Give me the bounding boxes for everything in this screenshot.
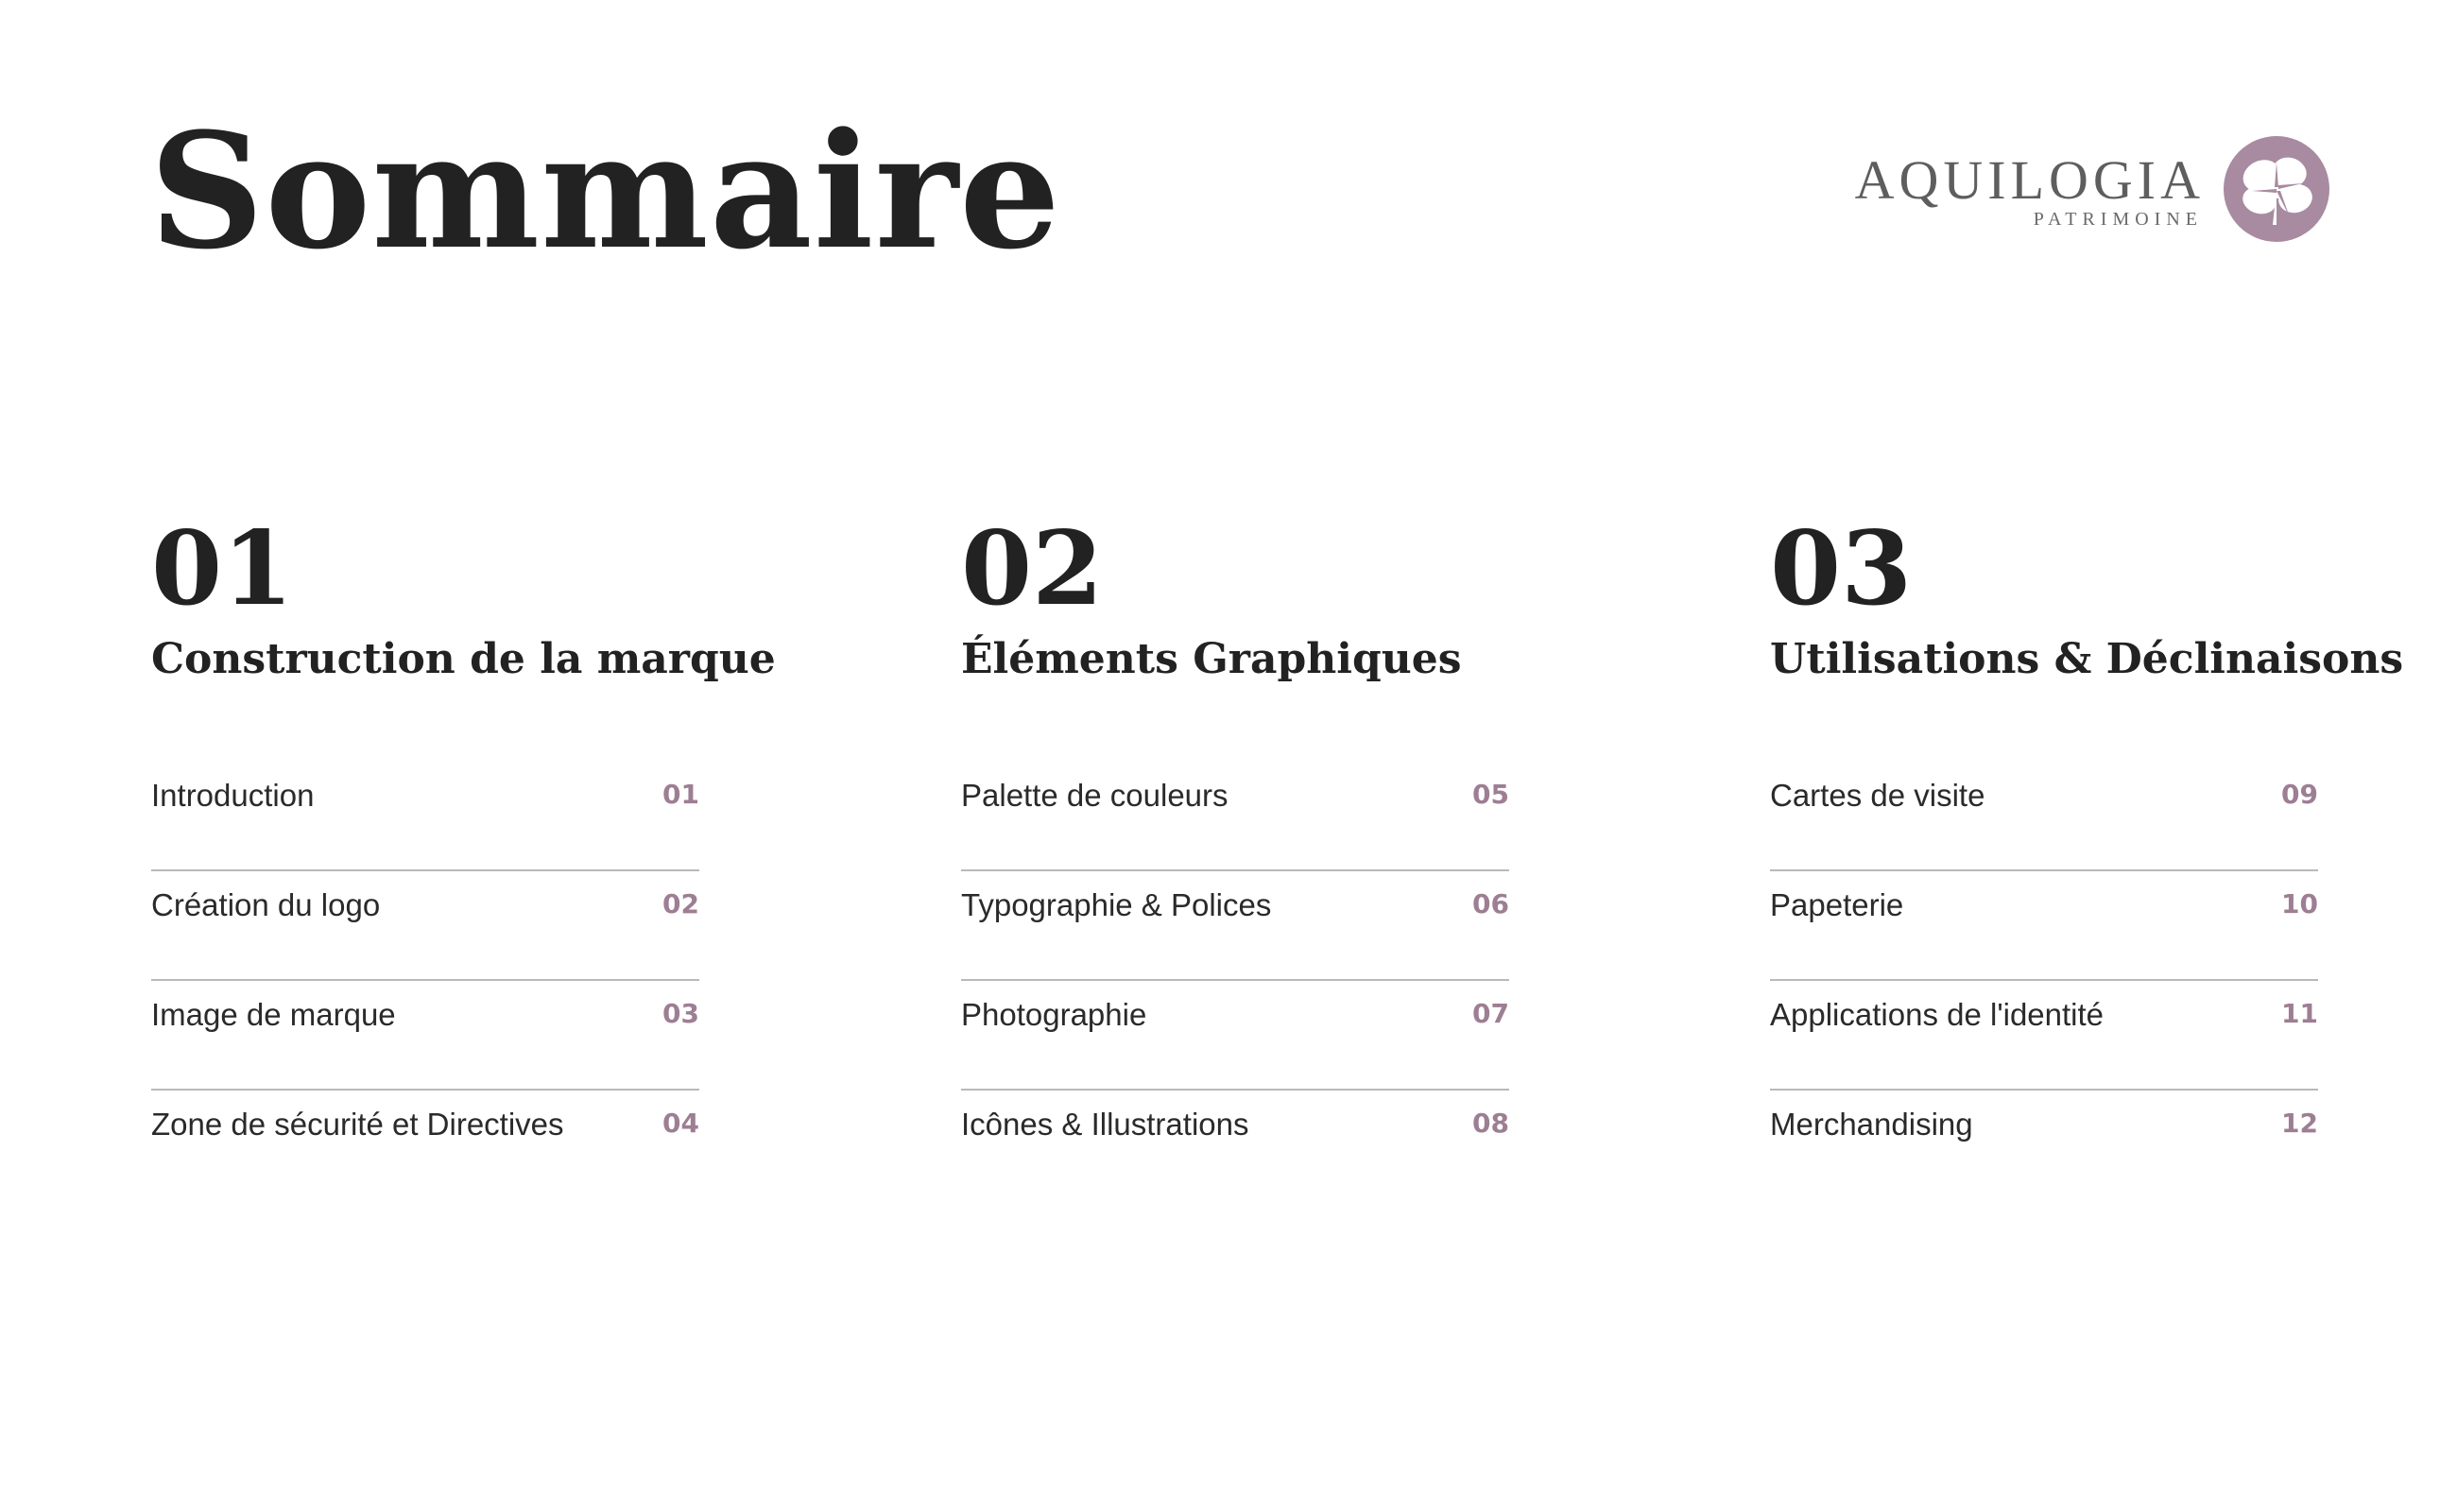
list-item[interactable] <box>961 981 1509 1091</box>
entry-label: Merchandising <box>1770 1107 1973 1142</box>
section-title: Construction de la marque <box>151 635 776 683</box>
entry-label: Introduction <box>151 778 315 813</box>
entry-label: Typographie & Polices <box>961 887 1272 922</box>
list-item[interactable] <box>961 1091 1509 1200</box>
list-item[interactable] <box>151 762 699 871</box>
entry-page-number: 12 <box>2281 1108 2318 1139</box>
brand-logo <box>1854 134 2329 248</box>
logo-wordmark: AQUILOGIA <box>1854 149 2205 211</box>
list-item[interactable] <box>961 762 1509 871</box>
section-title: Utilisations & Déclinaisons <box>1770 635 2404 683</box>
entry-label: Création du logo <box>151 887 381 922</box>
entry-label: Cartes de visite <box>1770 778 1985 813</box>
list-item[interactable] <box>1770 1091 2318 1200</box>
entry-list <box>151 762 699 1200</box>
section-1 <box>151 509 776 1142</box>
entry-page-number: 11 <box>2281 998 2318 1029</box>
entry-label: Photographie <box>961 997 1147 1032</box>
entry-page-number: 04 <box>662 1108 699 1139</box>
section-number: 02 <box>961 509 1104 628</box>
list-item[interactable] <box>151 981 699 1091</box>
section-title: Éléments Graphiques <box>961 635 1462 683</box>
entry-label: Image de marque <box>151 997 396 1032</box>
entry-label: Zone de sécurité et Directives <box>151 1107 564 1142</box>
entry-page-number: 06 <box>1472 888 1509 919</box>
section-number: 03 <box>1770 509 1913 628</box>
entry-label: Applications de l'identité <box>1770 997 2105 1032</box>
entry-page-number: 07 <box>1472 998 1509 1029</box>
entry-label: Palette de couleurs <box>961 778 1228 813</box>
section-3 <box>1770 509 2404 1142</box>
entry-page-number: 10 <box>2281 888 2318 919</box>
list-item[interactable] <box>1770 981 2318 1091</box>
list-item[interactable] <box>151 1091 699 1200</box>
entry-page-number: 05 <box>1472 779 1509 810</box>
list-item[interactable] <box>1770 871 2318 981</box>
entry-page-number: 02 <box>662 888 699 919</box>
entry-list <box>961 762 1509 1200</box>
list-item[interactable] <box>961 871 1509 981</box>
entry-page-number: 09 <box>2281 779 2318 810</box>
entry-page-number: 01 <box>662 779 699 810</box>
entry-label: Icônes & Illustrations <box>961 1107 1249 1142</box>
entry-page-number: 08 <box>1472 1108 1509 1139</box>
page-title: Sommaire <box>149 97 1061 284</box>
flower-icon <box>2224 136 2329 242</box>
list-item[interactable] <box>151 871 699 981</box>
list-item[interactable] <box>1770 762 2318 871</box>
section-2 <box>961 509 1547 1142</box>
entry-list <box>1770 762 2318 1200</box>
entry-label: Papeterie <box>1770 887 1904 922</box>
logo-subtitle: PATRIMOINE <box>2033 209 2203 230</box>
section-number: 01 <box>151 509 294 628</box>
entry-page-number: 03 <box>662 998 699 1029</box>
